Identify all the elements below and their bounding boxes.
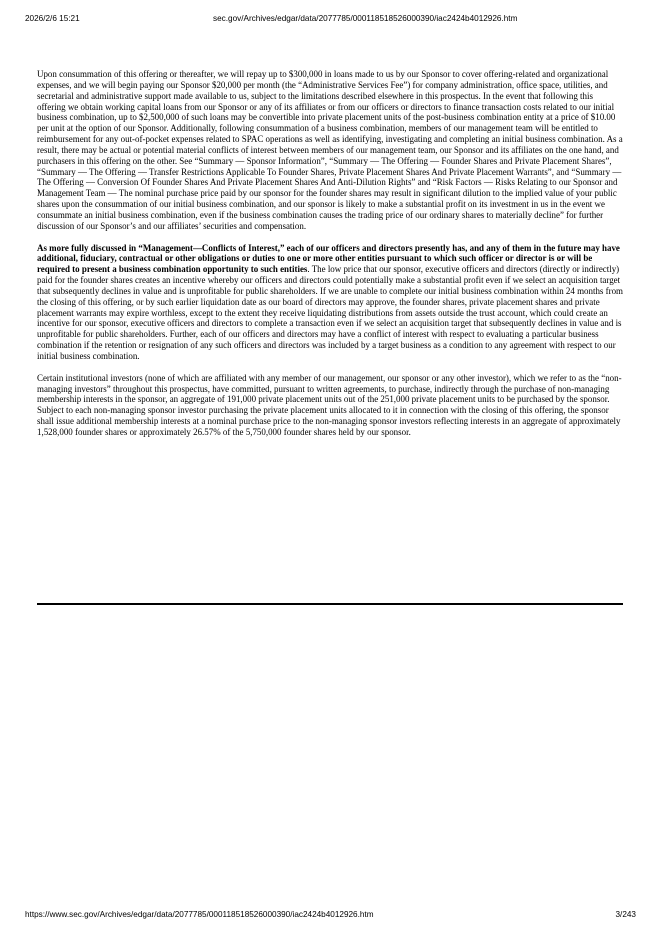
conflicts-body-text: . The low price that our sponsor, executive officers and directors (directly or indirectly) paid for the founder shares creates an incentive whereby our officers and directors could potentially make a substantial profit even if we select an acquisition target that subsequently declines in value and is unprofitable for public shareholders. If we are unable to complete our initial business combination within 24 months from the closing of this offering, or by such earlier liquidation date as our board of directors may approve, the founder shares, private placement shares and private placement warrants may expire worthless, except to the extent they receive liquidating distributions from assets outside the trust account, which could create an incentive for our sponsor, executive officers and directors to complete a transaction even if we select an acquisition target that subsequently declines in value and is unprofitable for public shareholders. Further, each of our officers and directors may have a conflict of interest with respect to evaluating a particular business combination if the retention or resignation of any such officers and directors was included by a target business as a condition to any agreement with respect to our initial business combination. <box>37 264 624 361</box>
paragraph-sponsor-loans: Upon consummation of this offering or thereafter, we will repay up to $300,000 in loans made to us by our Sponsor to cover offering-related and organizational expenses, and we will begin paying our Sponsor $20,000 per month (the “Administrative Services Fee”) for company administration, office space, utilities, and secretarial and administrative support made available to us, subject to the limitations described elsewhere in this prospectus. In the event that following this offering we obtain working capital loans from our Sponsor or any of its affiliates or from our officers or directors to finance transaction costs related to our initial business combination, up to $2,500,000 of such loans may be convertible into private placement units of the post-business combination entity at a price of $10.00 per unit at the option of our Sponsor. Additionally, following consummation of a business combination, members of our management team will be entitled to reimbursement for any out-of-pocket expenses related to SPAC operations as well as identifying, investigating and completing an initial business combination. As a result, there may be actual or potential material conflicts of interest between members of our management team, our Sponsor and its affiliates on the one hand, and purchasers in this offering on the other. See “Summary — Sponsor Information”, “Summary — The Offering — Founder Shares and Private Placement Shares”, “Summary — The Offering — Transfer Restrictions Applicable To Founder Shares, Private Placement Shares And Private Placement Warrants”, and “Summary — The Offering — Conversion Of Founder Shares And Private Placement Shares And Anti-Dilution Rights” and “Risk Factors — Risks Relating to our Sponsor and Management Team — The nominal purchase price paid by our sponsor for the founder shares may result in significant dilution to the implied value of your public shares upon the consummation of our initial business combination, and our sponsor is likely to make a substantial profit on its investment in us in the event we consummate an initial business combination, even if the business combination causes the trading price of our ordinary shares to materially decline” for further discussion of our Sponsor’s and our affiliates’ securities and compensation. <box>37 69 623 231</box>
page-indicator: 3/243 <box>615 910 636 919</box>
print-url[interactable]: https://www.sec.gov/Archives/edgar/data/2077785/000118518526000390/iac2424b4012926.htm <box>25 910 374 919</box>
conflicts-bold-statement: As more fully discussed in “Management—Conflicts of Interest,” each of our officers and directors presently has, and any of them in the future may have additional, fiduciary, contractual or other obligations or duties to one or more other entities pursuant to which such officer or director is or will be required to present a business combination opportunity to such entities <box>37 242 620 275</box>
print-header <box>0 14 662 26</box>
print-timestamp: 2026/2/6 15:21 <box>25 14 80 23</box>
paragraph-institutional-investors: Certain institutional investors (none of which are affiliated with any member of our management, our sponsor or any other investor), which we refer to as the “non-managing investors” throughout this prospectus, have committed, pursuant to written agreements, to purchase, indirectly through the purchase of non-managing membership interests in the sponsor, an aggregate of 191,000 private placement units out of the 251,000 private placement units to be purchased by the sponsor. Subject to each non-managing sponsor investor purchasing the private placement units allocated to it in connection with the closing of this offering, the sponsor shall issue additional membership interests at a nominal purchase price to the non-managing sponsor investors reflecting interests in an aggregate of approximately 1,528,000 founder shares or approximately 26.57% of the 5,750,000 founder shares held by our sponsor. <box>37 372 622 437</box>
paragraph-conflicts-of-interest <box>37 243 623 362</box>
print-page-title: sec.gov/Archives/edgar/data/2077785/000118518526000390/iac2424b4012926.htm <box>213 14 518 23</box>
print-footer <box>0 910 662 922</box>
document-body <box>37 69 623 449</box>
section-divider <box>37 603 623 605</box>
